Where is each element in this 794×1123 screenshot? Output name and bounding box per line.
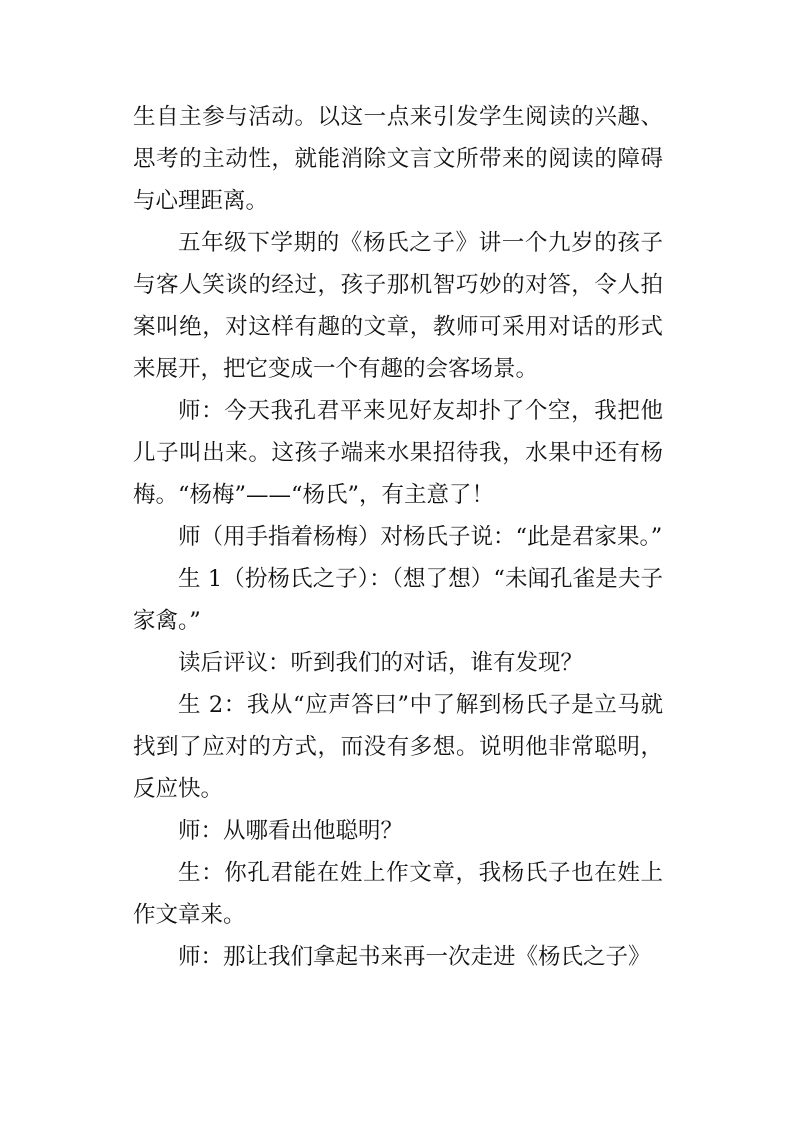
paragraph-2: 五年级下学期的《杨氏之子》讲一个九岁的孩子与客人笑谈的经过，孩子那机智巧妙的对答，令人拍案叫绝，对这样有趣的文章，教师可采用对话的形式来展开，把它变成一个有趣的会客场景。 [133, 230, 663, 382]
paragraph-10: 师：那让我们拿起书来再一次走进《杨氏之子》 [178, 944, 651, 970]
paragraph-3: 师：今天我孔君平来见好友却扑了个空，我把他儿子叫出来。这孩子端来水果招待我，水果中还有杨梅。“杨梅”——“杨氏”，有主意了！ [133, 398, 663, 508]
paragraph-1: 生自主参与活动。以这一点来引发学生阅读的兴趣、思考的主动性，就能消除文言文所带来的阅读的障碍与心理距离。 [133, 104, 663, 214]
paragraph-6: 读后评议：听到我们的对话，谁有发现？ [178, 650, 584, 676]
paragraph-4: 师（用手指着杨梅）对杨氏子说：“此是君家果。” [178, 524, 663, 550]
paragraph-9: 生：你孔君能在姓上作文章，我杨氏子也在姓上作文章来。 [133, 860, 663, 928]
body-text [133, 96, 663, 978]
paragraph-7: 生 2：我从“应声答曰”中了解到杨氏子是立马就找到了应对的方式，而没有多想。说明他非常聪明，反应快。 [133, 692, 663, 802]
paragraph-8: 师：从哪看出他聪明？ [178, 818, 404, 844]
paragraph-5: 生 1（扮杨氏之子）：（想了想）“未闻孔雀是夫子家禽。” [133, 566, 663, 634]
